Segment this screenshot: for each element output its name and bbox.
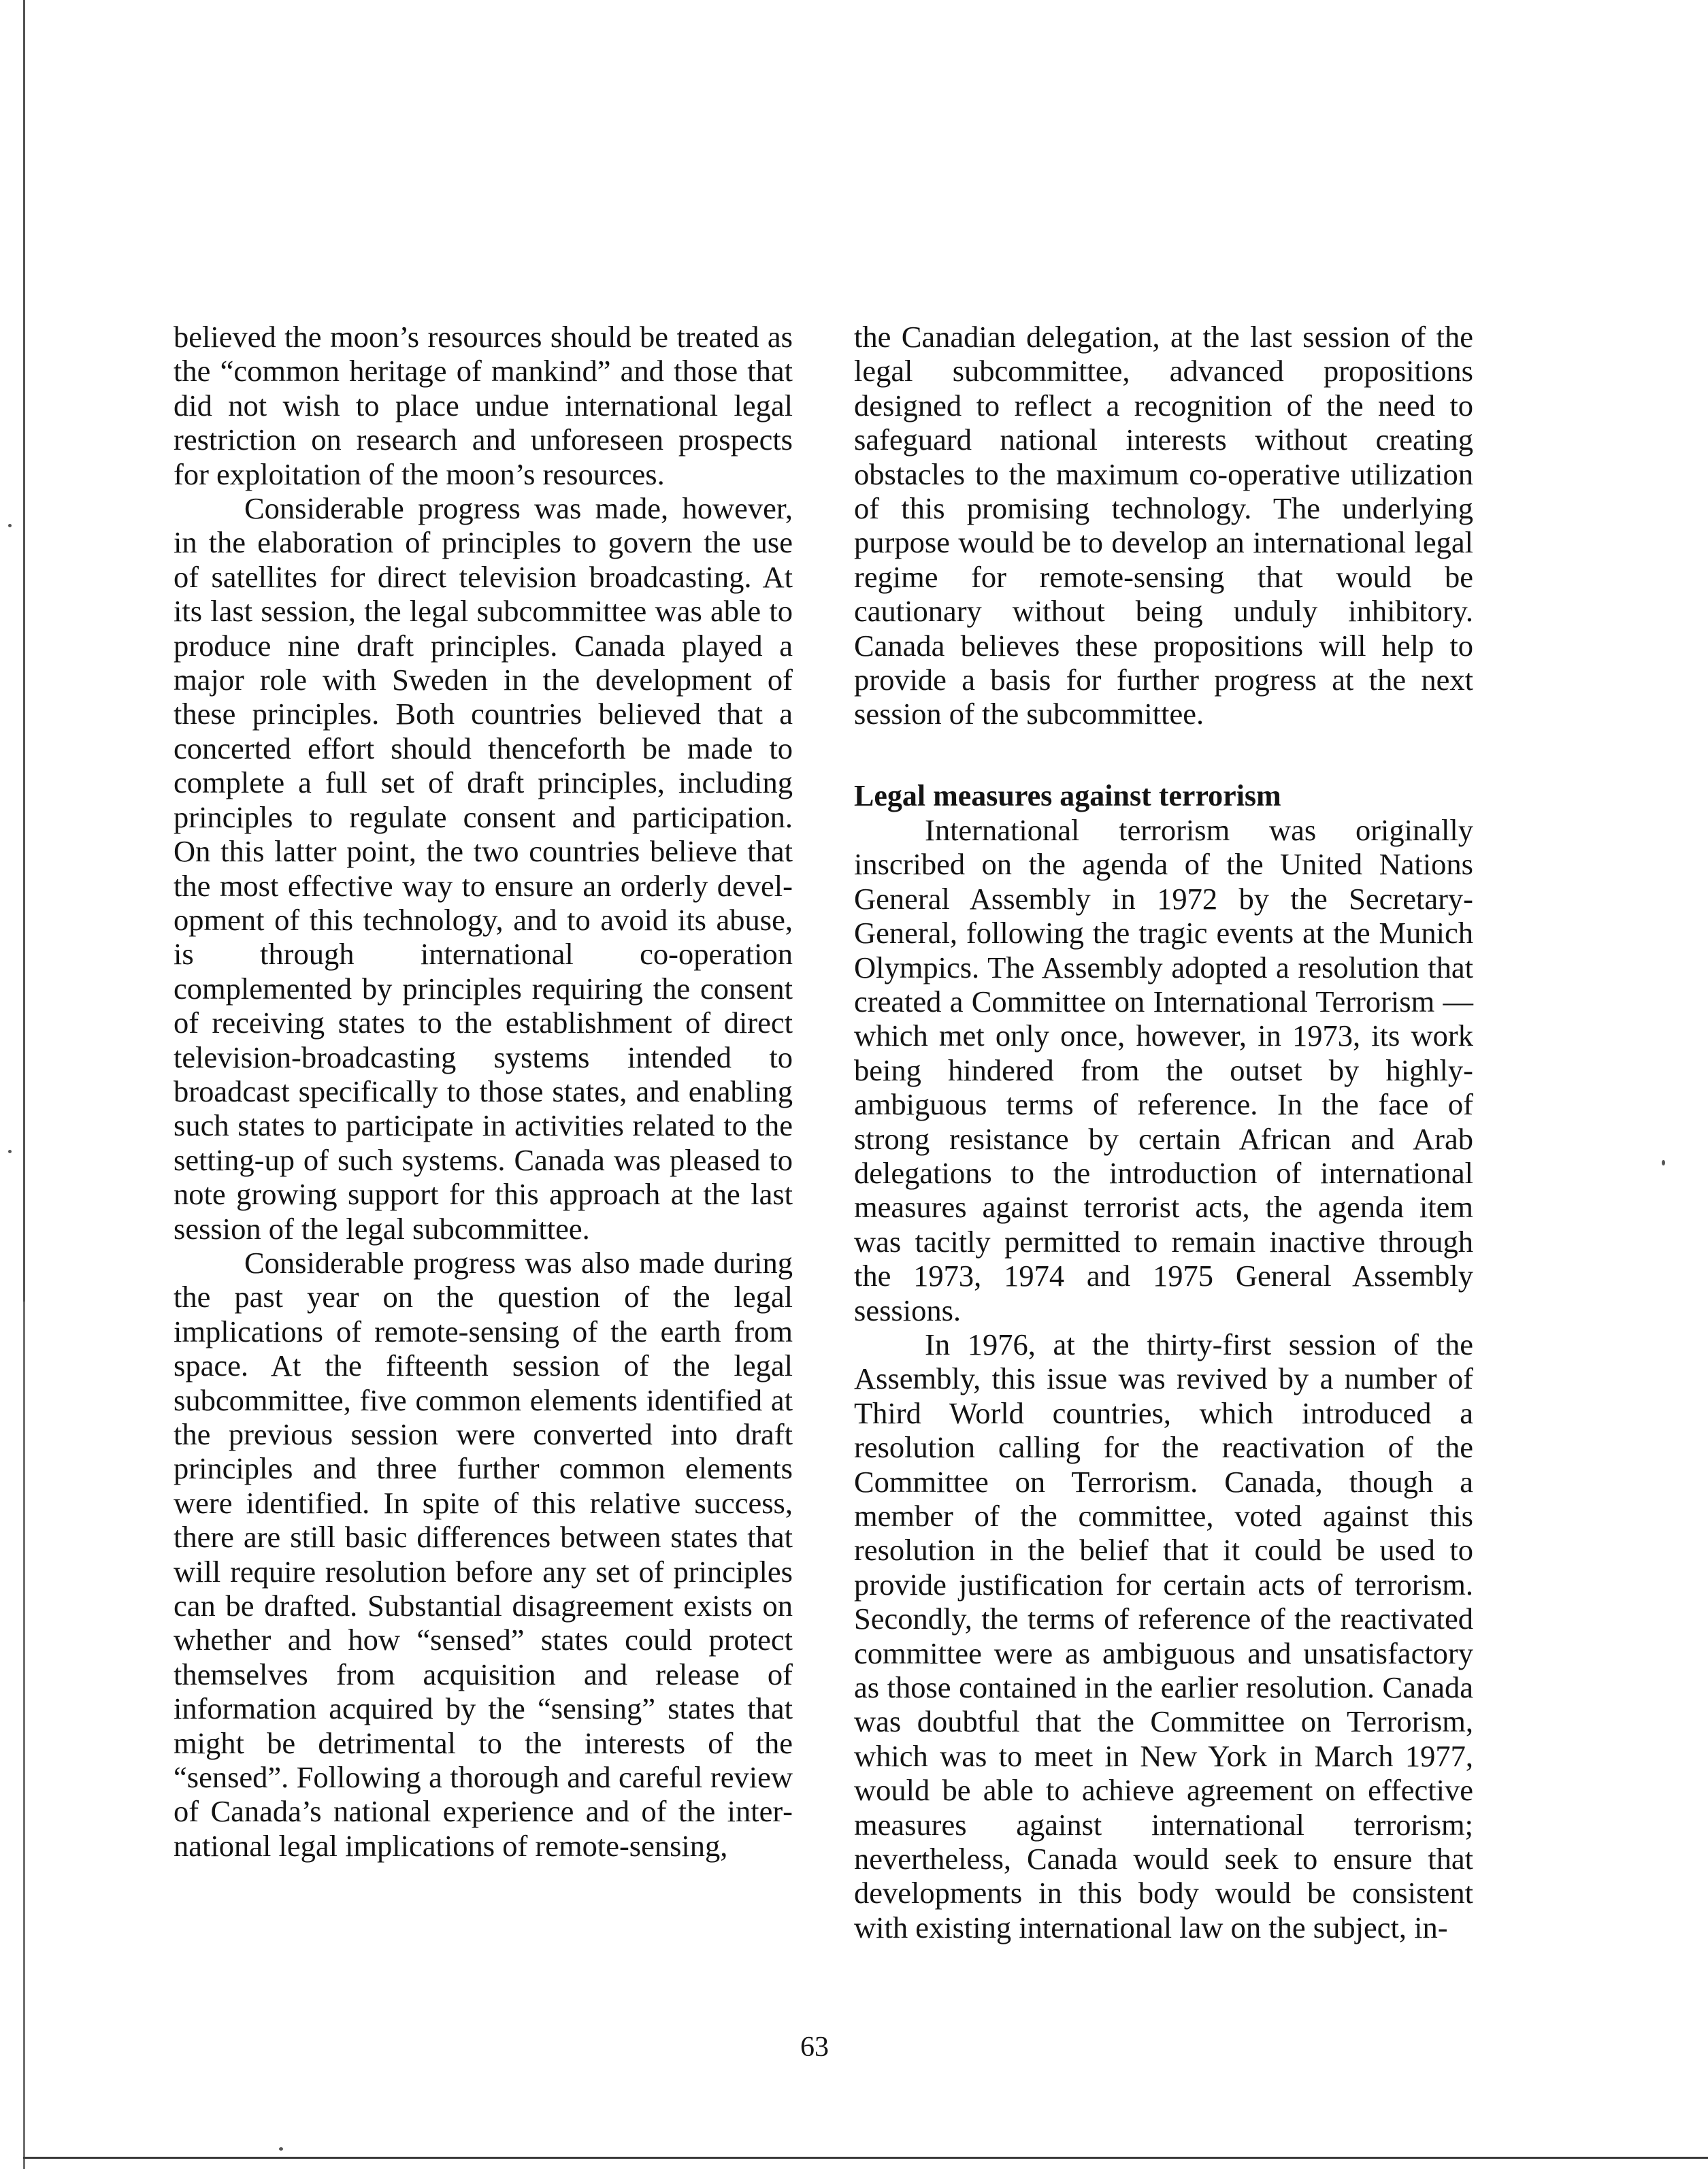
body-paragraph: believed the moon’s resources should be treated as the “common heritage of mankind” and those that did not wish to place undue international legal restriction on research and unforeseen prospects for exploitation of the moon’s resources.	[174, 320, 793, 491]
body-paragraph: In 1976, at the thirty-first session of the Assembly, this issue was revived by a number of Third World countries, which introduced a resolution calling for the reactivation of the Committee on Terrorism. Canada, though a member of the committee, voted against this resolution in the belief that it could be used to provide justification for certain acts of terrorism. Secondly, the terms of reference of the reactivated committee were as ambiguous and unsatisfactory as those contained in the earlier resolution. Canada was doubtful that the Committee on Terrorism, which was to meet in New York in March 1977, would be able to achieve agreement on effective measures against international terrorism; nevertheless, Canada would seek to ensure that developments in this body would be consistent with existing international law on the subject, in-	[854, 1327, 1473, 1944]
scan-speck	[279, 2147, 283, 2151]
right-column	[854, 320, 1473, 1944]
scan-edge-left	[23, 0, 25, 2169]
scan-edge-bottom	[23, 2157, 1708, 2159]
body-paragraph: Considerable progress was also made during the past year on the question of the legal implications of remote-sensing of the earth from space. At the fifteenth session of the legal subcommittee, five common elements identified at the previous session were converted into draft principles and three further common elements were identified. In spite of this relative success, there are still basic differences between states that will require resolution before any set of principles can be drafted. Substantial disagreement exists on whether and how “sensed” states could protect themselves from acquisition and release of information acquired by the “sensing” states that might be detrimental to the interests of the “sensed”. Following a thorough and careful review of Canada’s national experience and of the international legal implications of remote-sensing,	[174, 1245, 793, 1863]
page-number: 63	[800, 2032, 829, 2063]
scan-speck	[8, 1150, 12, 1153]
scan-speck	[8, 524, 12, 527]
section-heading: Legal measures against terrorism	[854, 778, 1281, 812]
scan-speck	[1662, 1160, 1665, 1165]
body-paragraph: Considerable progress was made, however, in the elaboration of principles to govern the use of satellites for direct television broadcasting. At its last session, the legal subcommittee was able to produce nine draft principles. Canada played a major role with Sweden in the development of these principles. Both countries believed that a concerted effort should thenceforth be made to complete a full set of draft principles, including principles to regulate consent and participation. On this latter point, the two countries believe that the most effective way to ensure an orderly development of this technology, and to avoid its abuse, is through international co-operation complemented by principles requiring the consent of receiving states to the establishment of direct television-broadcasting systems intended to broadcast specifically to those states, and enabling such states to participate in activities related to the setting-up of such systems. Canada was pleased to note growing support for this approach at the last session of the legal subcommittee.	[174, 491, 793, 1246]
body-paragraph: the Canadian delegation, at the last session of the legal subcommittee, advanced propositions designed to reflect a recognition of the need to safeguard national interests without creating obstacles to the maximum co-operative utilization of this promising technology. The underlying purpose would be to develop an international legal regime for remote-sensing that would be cautionary without being unduly inhibitory. Canada believes these propositions will help to provide a basis for further progress at the next session of the subcommittee.	[854, 320, 1473, 731]
body-paragraph: International terrorism was originally inscribed on the agenda of the United Nations General Assembly in 1972 by the Secretary-General, following the tragic events at the Munich Olympics. The Assembly adopted a resolution that created a Committee on International Terrorism — which met only once, however, in 1973, its work being hindered from the outset by highly-ambiguous terms of reference. In the face of strong resistance by certain African and Arab delegations to the introduction of international measures against terrorist acts, the agenda item was tacitly permitted to remain inactive through the 1973, 1974 and 1975 General Assembly sessions.	[854, 812, 1473, 1327]
left-column	[174, 320, 793, 1863]
